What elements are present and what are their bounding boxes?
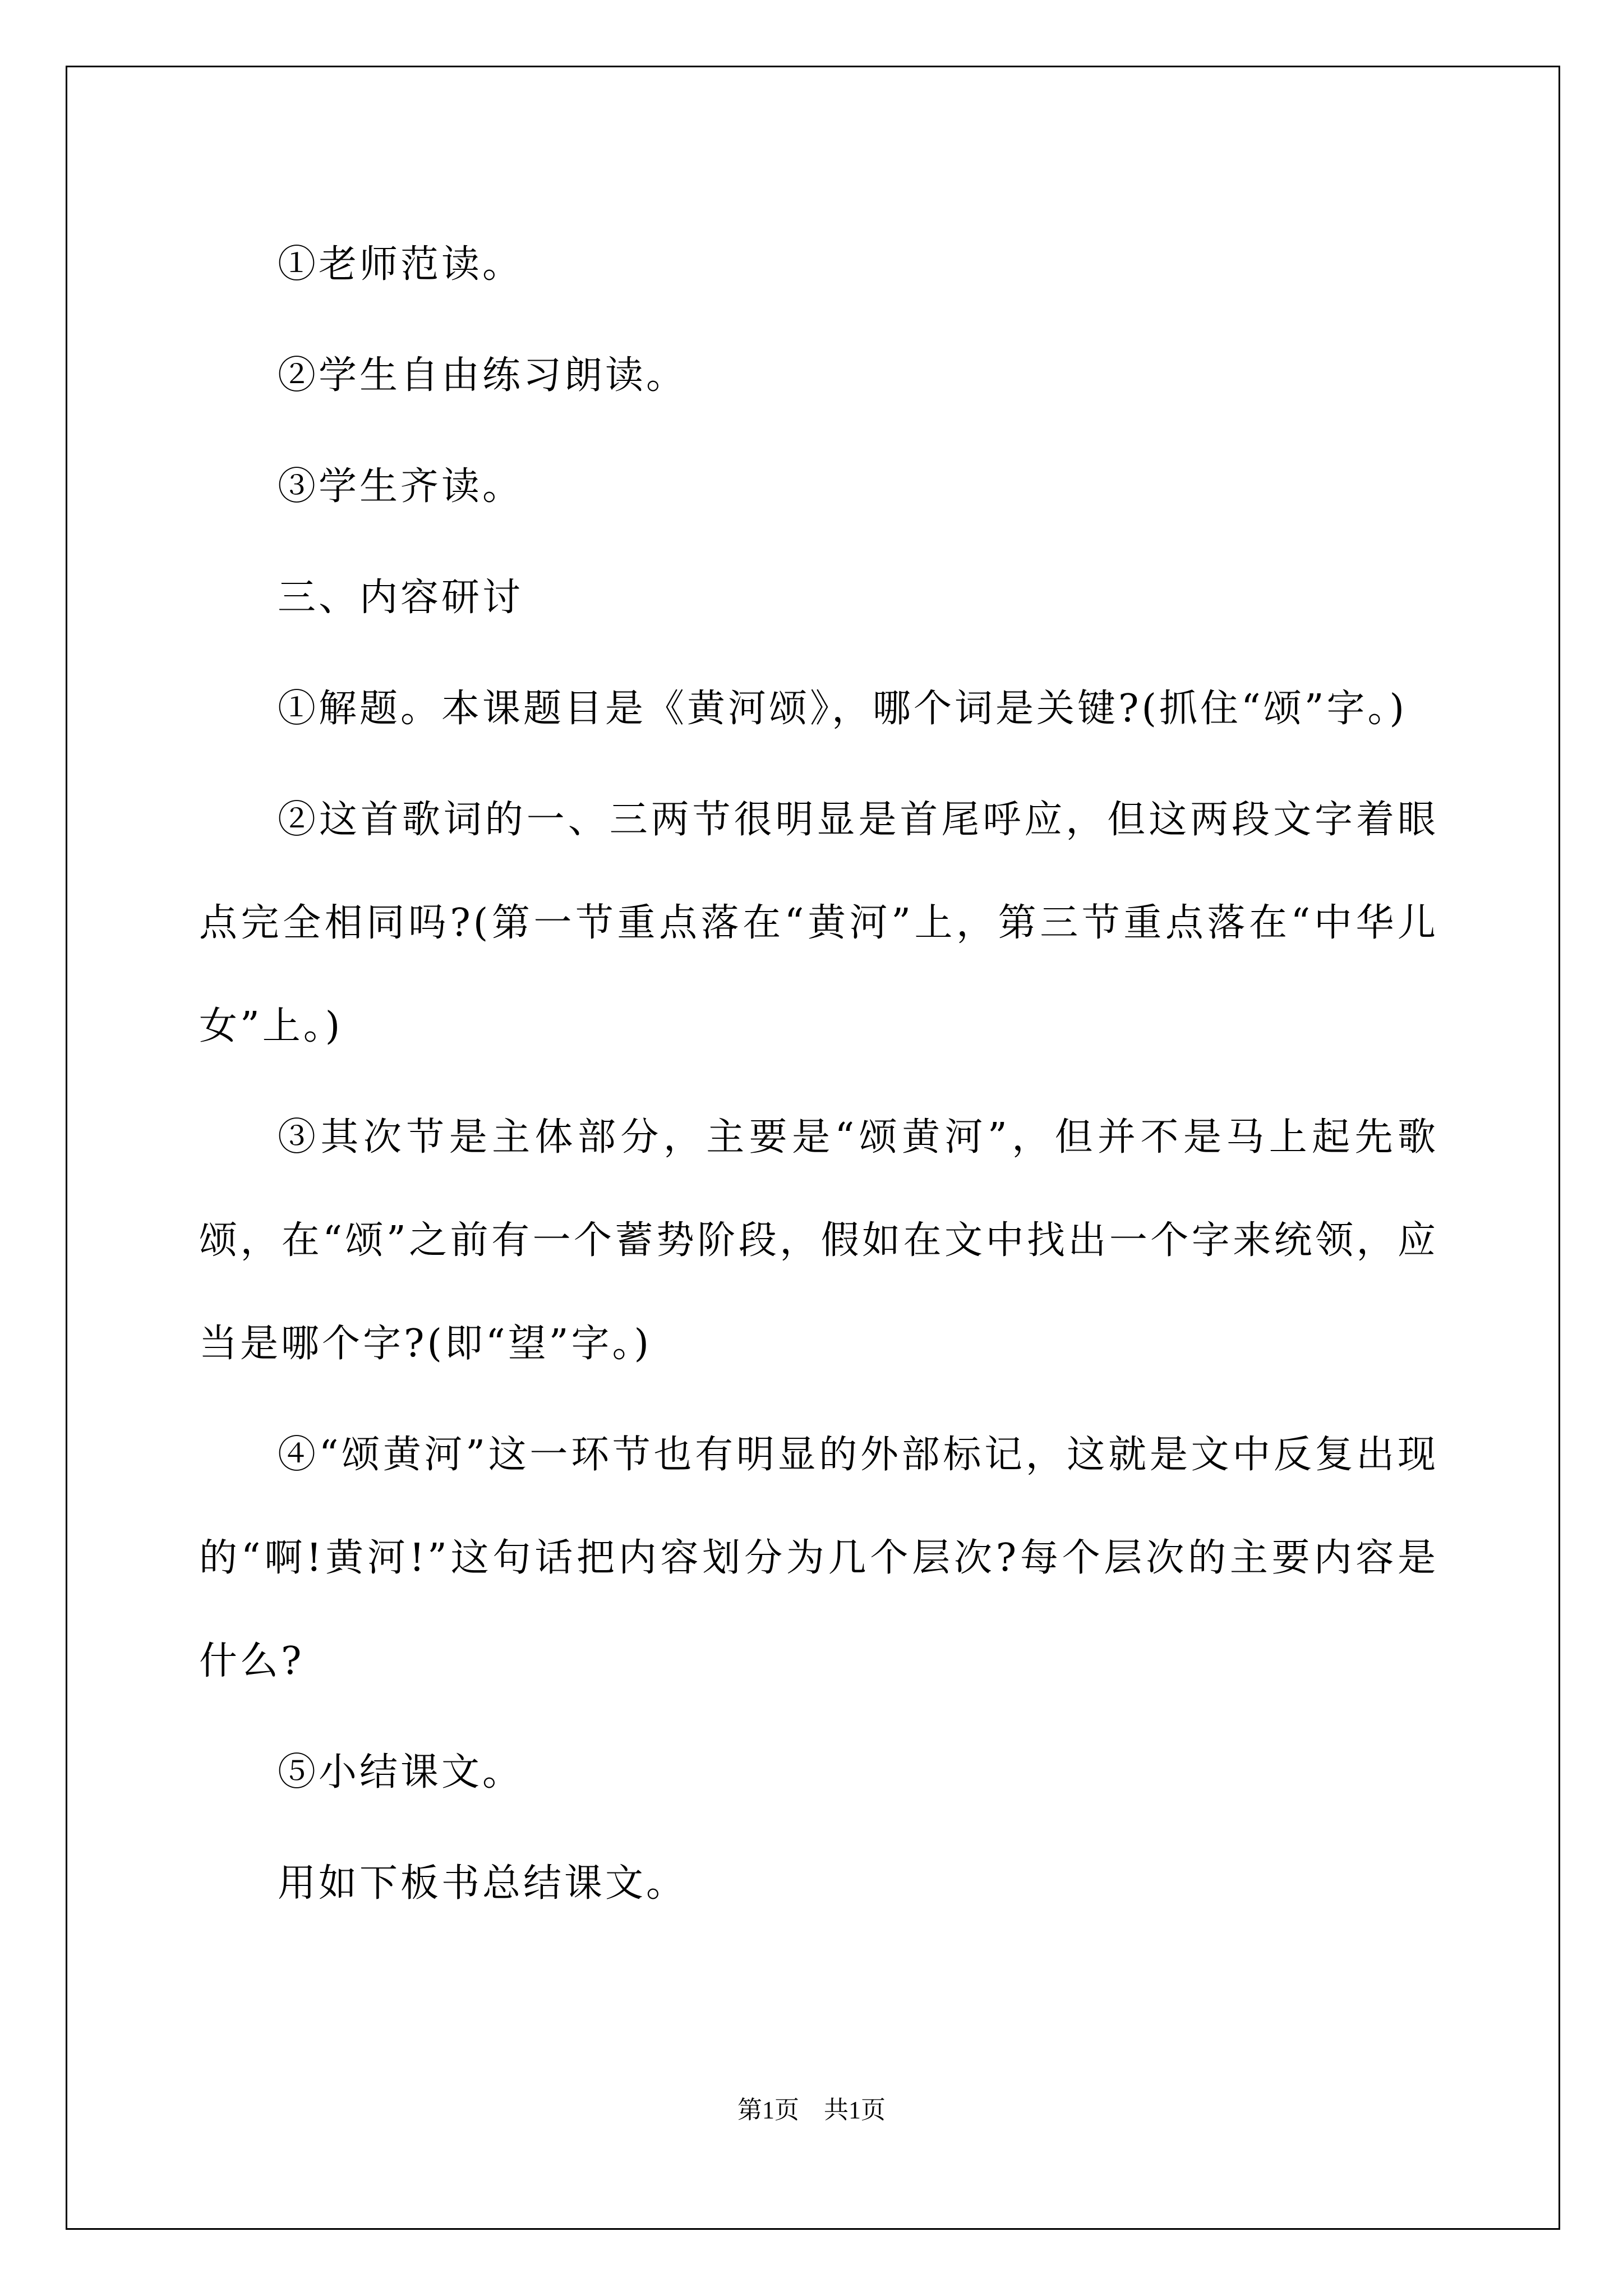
- paragraph: 用如下板书总结课文。: [278, 1861, 688, 1906]
- paragraph: ①老师范读。: [278, 242, 524, 287]
- document-body: [199, 213, 1438, 1935]
- section-heading: 三、内容研讨: [278, 576, 524, 620]
- paragraph: ②这首歌词的一、三两节很明显是首尾呼应，但这两段文字着眼点完全相同吗?(第一节重点落在“黄河”上，第三节重点落在“中华儿女”上。): [199, 798, 1438, 1048]
- paragraph: ③其次节是主体部分，主要是“颂黄河”，但并不是马上起先歌颂，在“颂”之前有一个蓄势阶段，假如在文中找出一个字来统领，应当是哪个字?(即“望”字。): [199, 1115, 1438, 1366]
- paragraph: ③学生齐读。: [278, 464, 524, 509]
- page-number-footer: 第1页 共1页: [737, 2096, 886, 2124]
- paragraph: ④“颂黄河”这一环节也有明显的外部标记，这就是文中反复出现的“啊!黄河!”这句话把内容划分为几个层次?每个层次的主要内容是什么?: [199, 1433, 1438, 1683]
- paragraph: ②学生自由练习朗读。: [278, 353, 688, 398]
- paragraph: ①解题。本课题目是《黄河颂》，哪个词是关键?(抓住“颂”字。): [278, 687, 1408, 731]
- paragraph: ⑤小结课文。: [278, 1750, 524, 1795]
